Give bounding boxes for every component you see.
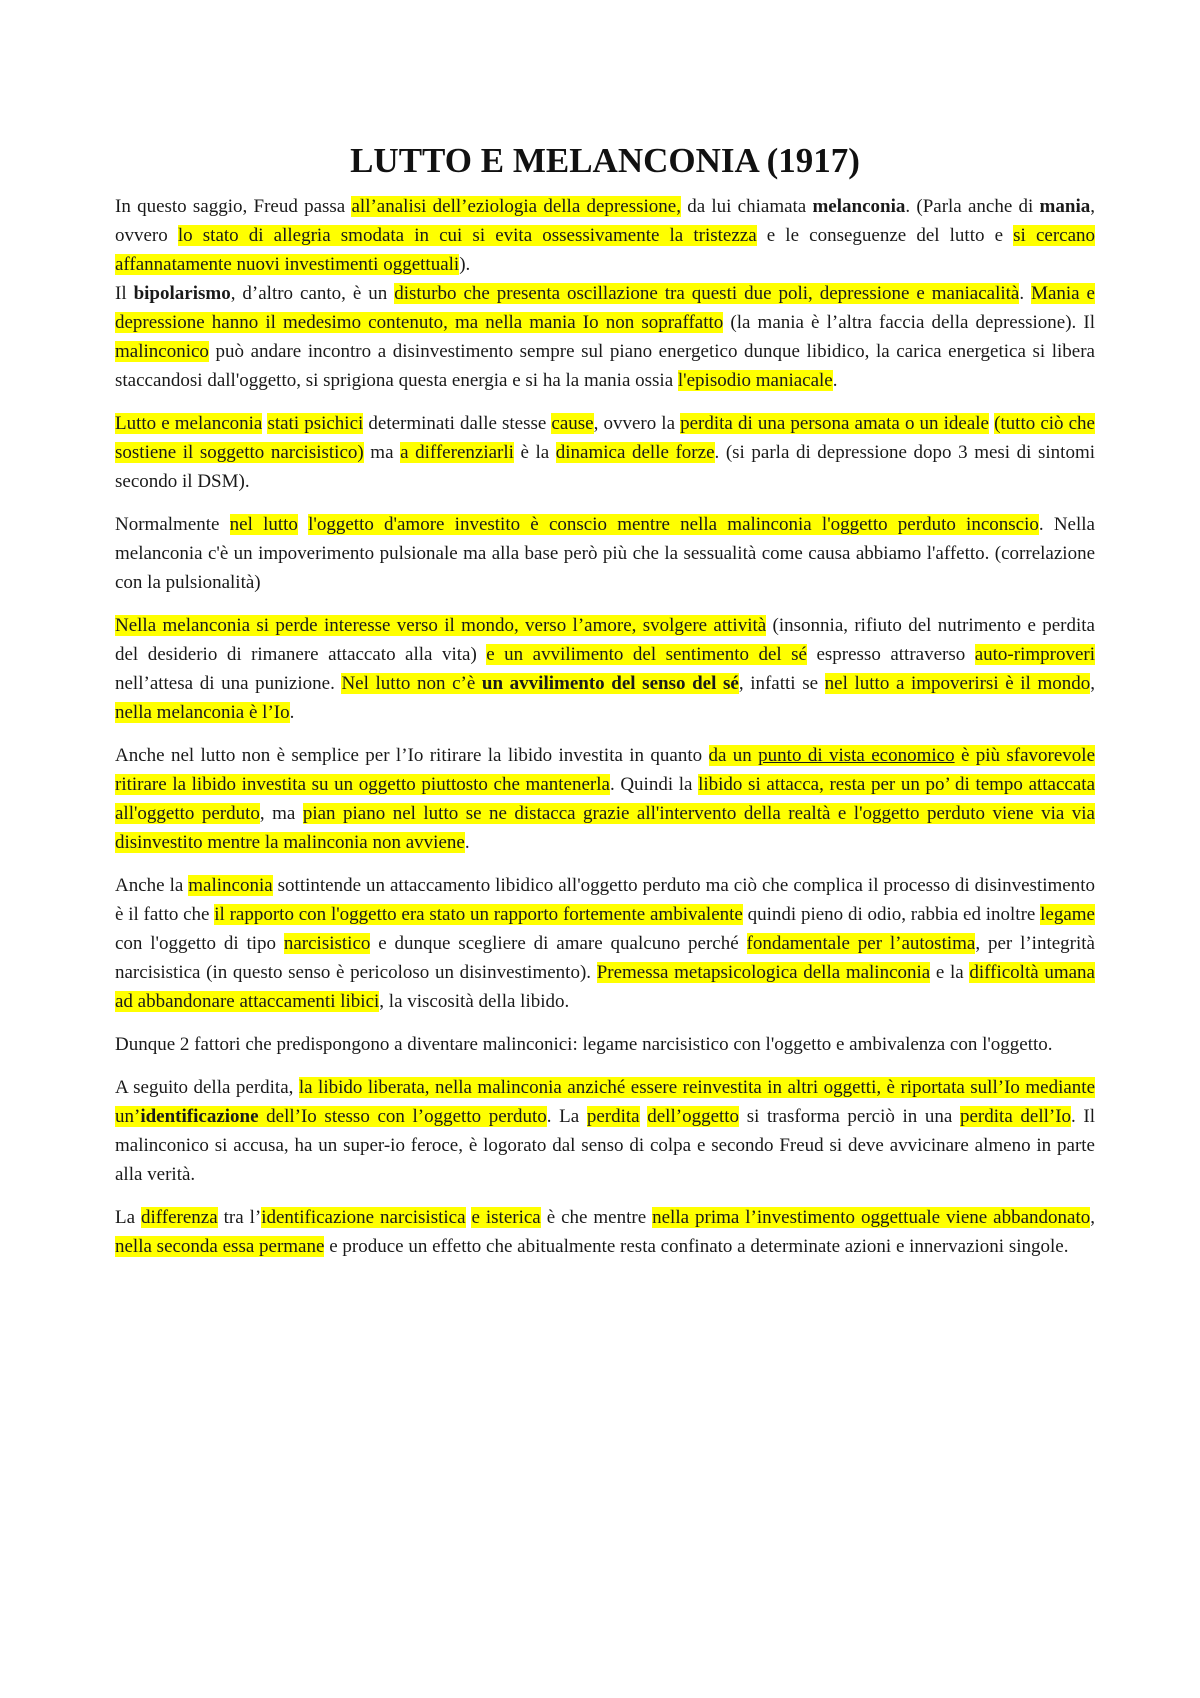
text-run: Dunque 2 fattori che predispongono a diventare malinconici: legame narcisistico con l'oggetto e ambivalenza con l'oggetto. [115,1034,1053,1055]
text-run: . La [546,1106,587,1127]
highlighted-text: l'episodio maniacale [677,370,833,391]
text-run: (la mania è l’altra faccia della depressione). Il [723,312,1095,333]
highlighted-text: stati psichici [267,413,364,434]
text-run: . Nella melanconia c'è un impoverimento pulsionale ma alla base però più che la sessualità come causa abbiamo l'affetto. (correlazione con la pulsionalità) [115,514,1095,593]
highlighted-text: Nel lutto non c’è [341,673,482,694]
highlighted-text: dell’oggetto [647,1106,740,1127]
text-run: , ma [259,803,303,824]
highlighted-text: Lutto e melanconia [115,413,263,434]
bold-term [134,283,231,304]
highlighted-text: e isterica [471,1207,541,1228]
text-run: . [1019,283,1032,304]
text-run: e produce un effetto che abitualmente resta confinato a determinate azioni e innervazioni singole. [324,1236,1069,1257]
highlighted-text: dinamica delle forze [555,442,715,463]
text-run [298,514,308,535]
text-run: quindi pieno di odio, rabbia ed inoltre [742,904,1041,925]
text-run: determinati dalle stesse [363,413,552,434]
text-run: , d’altro canto, è un [230,283,395,304]
highlighted-text: nella prima l’investimento oggettuale viene abbandonato [652,1207,1091,1228]
text-run: è che mentre [540,1207,653,1228]
text-run: , [1090,673,1095,694]
text-run: Anche la [115,875,189,896]
text-run: . [464,832,470,853]
highlighted-text: si cercano affannatamente nuovi investimenti oggettuali [115,225,1096,275]
text-run: A seguito della perdita, [115,1077,299,1098]
text-run: melanconia [812,196,906,217]
text-run: da lui chiamata [680,196,813,217]
highlighted-text: perdita dell’Io [960,1106,1072,1127]
highlighted-text: Mania e depressione hanno il medesimo contenuto, ma nella mania Io non sopraffatto [115,283,1095,333]
highlighted-text: nel lutto a impoverirsi è il mondo [824,673,1091,694]
text-run: , ovvero la [593,413,681,434]
highlighted-text: disturbo che presenta oscillazione tra questi due poli, depressione e maniacalità [394,283,1020,304]
text-run: e dunque scegliere di amare qualcuno perché [370,933,747,954]
text-run: , la viscosità della libido. [379,991,570,1012]
text-run: . (si parla di depressione dopo 3 mesi di sintomi secondo il DSM). [115,442,1096,492]
highlighted-text: differenza [141,1207,218,1228]
text-run: (insonnia, rifiuto del nutrimento e perdita del desiderio di rimanere attaccato alla vita) [115,615,1095,665]
paragraph [115,871,1095,1016]
highlighted-text: perdita [586,1106,640,1127]
text-run: espresso attraverso [806,644,975,665]
text-run: tra l’ [217,1207,262,1228]
text-run: , ovvero [115,196,1095,246]
highlighted-text: Nella melanconia si perde interesse verso il mondo, verso l’amore, svolgere attività [115,615,767,636]
text-run: . [832,370,838,391]
text-run: ). [459,254,471,275]
bold-term [482,673,739,694]
paragraph [115,1030,1095,1059]
paragraph [115,1203,1095,1261]
paragraph [115,611,1095,727]
bold-term [812,196,905,217]
text-run: In questo saggio, Freud passa [115,196,352,217]
text-run: sottintende un attaccamento libidico all'oggetto perduto ma ciò che complica il processo di disinvestimento è il fatto che [115,875,1095,925]
text-run: mania [1039,196,1091,217]
document-body [115,138,1095,1275]
highlighted-text: fondamentale per l’autostima [746,933,976,954]
text-run: , per l’integrità narcisistica (in questo senso è pericoloso un disinvestimento). [115,933,1095,983]
paragraph [115,510,1095,597]
highlighted-text: libido si attacca, resta per un po’ di tempo attaccata all'oggetto perduto [115,774,1096,824]
paragraphs-container [115,192,1095,1261]
highlighted-text: un avvilimento del senso del sé [481,673,739,694]
highlighted-text: auto-rimproveri [974,644,1096,665]
highlighted-text: malinconia [188,875,273,896]
highlighted-text: è più sfavorevole ritirare la libido investita su un oggetto piuttosto che mantenerla [115,745,1096,795]
text-run: La [115,1207,141,1228]
paragraph [115,741,1095,857]
highlighted-text: nella melanconia è l’Io [115,702,290,723]
highlighted-text: nel lutto [229,514,298,535]
highlighted-text: la libido liberata, nella malinconia anziché essere reinvestita in altri oggetti, è riportata sull’Io mediante un’ [115,1077,1095,1127]
highlighted-text: dell’Io stesso con l’oggetto perduto [258,1106,547,1127]
text-run: con l'oggetto di tipo [115,933,284,954]
paragraph [115,192,1095,279]
highlighted-text: identificazione [140,1106,259,1127]
text-run: . Il malinconico si accusa, ha un super-io feroce, è logorato dal senso di colpa e secondo Freud si deve avvicinare almeno in parte alla verità. [115,1106,1096,1185]
text-run: nell’attesa di una punizione. [115,673,342,694]
underlined-highlighted-text: punto di vista economico [758,745,955,766]
highlighted-text: perdita di una persona amata o un ideale [680,413,989,434]
text-run: è la [513,442,556,463]
highlighted-text: legame [1040,904,1095,925]
highlighted-text: lo stato di allegria smodata in cui si evita ossessivamente la tristezza [177,225,757,246]
bold-term [1040,196,1091,217]
text-run: e la [930,962,970,983]
highlighted-text: narcisistico [283,933,371,954]
highlighted-text: difficoltà umana ad abbandonare attaccamenti libici [115,962,1095,1012]
highlighted-text: il rapporto con l'oggetto era stato un rapporto fortemente ambivalente [214,904,743,925]
highlighted-text: pian piano nel lutto se ne distacca grazie all'intervento della realtà e l'oggetto perduto viene via via disinvestito mentre la malinconia non avviene [115,803,1095,853]
highlighted-text: malinconico [115,341,209,362]
text-run: , infatti se [738,673,825,694]
text-run: Il [115,283,134,304]
highlighted-text: l'oggetto d'amore investito è conscio mentre nella malinconia l'oggetto perduto inconscio [308,514,1039,535]
document-title: LUTTO E MELANCONIA (1917) [350,141,860,180]
text-run: si trasforma perciò in una [739,1106,960,1127]
highlighted-text: cause [551,413,594,434]
bold-term [140,1106,258,1127]
highlighted-text: e un avvilimento del sentimento del sé [486,644,807,665]
highlighted-text: nella seconda essa permane [115,1236,325,1257]
highlighted-text: da un [708,745,759,766]
text-run: . (Parla anche di [905,196,1040,217]
highlighted-text: (tutto ciò che sostiene il soggetto narcisistico) [115,413,1095,463]
highlighted-text: identificazione narcisistica [261,1207,466,1228]
text-run: . Quindi la [609,774,699,795]
text-run: bipolarismo [133,283,231,304]
highlighted-text: Premessa metapsicologica della malinconia [596,962,931,983]
paragraph [115,409,1095,496]
text-run: Normalmente [115,514,230,535]
text-run: , [1090,1207,1095,1228]
paragraph [115,279,1095,395]
highlighted-text: a differenziarli [400,442,514,463]
text-run: Anche nel lutto non è semplice per l’Io ritirare la libido investita in quanto [115,745,709,766]
paragraph [115,1073,1095,1189]
text-run: può andare incontro a disinvestimento sempre sul piano energetico dunque libidico, la carica energetica si libera staccandosi dall'oggetto, si sprigiona questa energia e si ha la mania ossia [115,341,1095,391]
text-run: e le conseguenze del lutto e [756,225,1014,246]
text-run: . [289,702,295,723]
highlighted-text: all’analisi dell’eziologia della depressione, [351,196,681,217]
text-run: ma [363,442,401,463]
